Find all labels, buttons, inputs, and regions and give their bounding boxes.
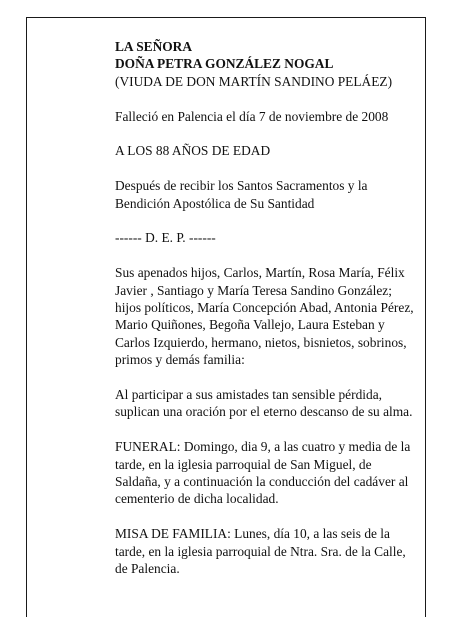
request-paragraph xyxy=(115,386,425,421)
sacraments-line: Después de recibir los Santos Sacramentos y la xyxy=(115,178,368,194)
deceased-header xyxy=(115,38,425,90)
rip-line xyxy=(115,229,425,246)
family-mass-paragraph xyxy=(115,525,425,577)
funeral-line: Saldaña, y a continuación la conducción del cadáver al xyxy=(115,474,409,490)
family-paragraph xyxy=(115,264,425,368)
family-line: Sus apenados hijos, Carlos, Martín, Rosa María, Félix xyxy=(115,265,405,281)
family-line: primos y demás familia: xyxy=(115,352,245,368)
funeral-line: tarde, en la iglesia parroquial de San Miguel, de xyxy=(115,456,372,472)
sacraments-line: Bendición Apostólica de Su Santidad xyxy=(115,195,315,211)
family-line: Mario Quiñones, Begoña Vallejo, Laura Esteban y xyxy=(115,317,385,333)
family-line: hijos políticos, María Concepción Abad, Antonia Pérez, xyxy=(115,300,414,316)
family-mass-line: de Palencia. xyxy=(115,561,180,577)
header-title: LA SEÑORA xyxy=(115,39,193,54)
death-notice-text: Falleció en Palencia el día 7 de noviembre de 2008 xyxy=(115,108,389,124)
request-line: suplican una oración por el eterno descanso de su alma. xyxy=(115,404,413,420)
family-mass-line: tarde, en la iglesia parroquial de Ntra. Sra. de la Calle, xyxy=(115,543,406,559)
family-line: Carlos Izquierdo, hermano, nietos, bisnietos, sobrinos, xyxy=(115,334,407,350)
widow-line: (VIUDA DE DON MARTÍN SANDINO PELÁEZ) xyxy=(115,73,393,89)
family-line: Javier , Santiago y María Teresa Sandino González; xyxy=(115,282,392,298)
funeral-line: FUNERAL: Domingo, dia 9, a las cuatro y media de la xyxy=(115,439,411,455)
sacraments-paragraph xyxy=(115,177,425,212)
age-line xyxy=(115,142,425,159)
family-mass-line: MISA DE FAMILIA: Lunes, día 10, a las seis de la xyxy=(115,526,390,542)
age-text: A LOS 88 AÑOS DE EDAD xyxy=(115,143,271,159)
rip-text: ------ D. E. P. ------ xyxy=(115,230,216,246)
request-line: Al participar a sus amistades tan sensible pérdida, xyxy=(115,387,382,403)
funeral-paragraph xyxy=(115,438,425,508)
deceased-name: DOÑA PETRA GONZÁLEZ NOGAL xyxy=(115,56,334,72)
obituary-text xyxy=(115,38,425,595)
funeral-line: cementerio de dicha localidad. xyxy=(115,491,279,507)
death-notice xyxy=(115,108,425,125)
